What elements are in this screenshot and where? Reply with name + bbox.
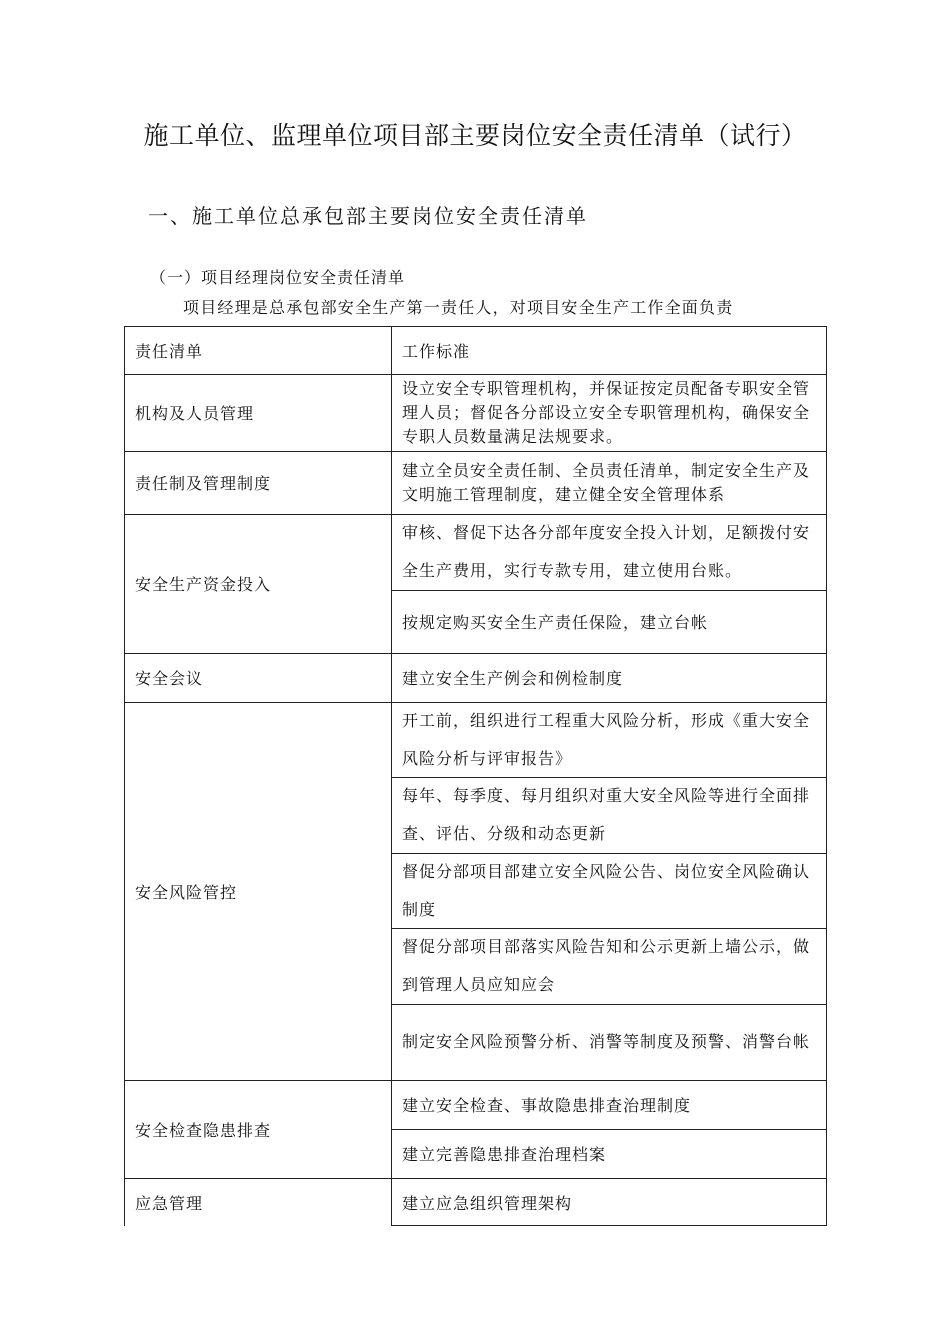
table-row-standard: 按规定购买安全生产责任保险，建立台帐 bbox=[402, 613, 709, 632]
table-row-standard: 每年、每季度、每月组织对重大安全风险等进行全面排查、评估、分级和动态更新 bbox=[402, 786, 811, 843]
responsibility-table bbox=[124, 326, 827, 1226]
table-row-standard: 督促分部项目部落实风险告知和公示更新上墙公示，做到管理人员应知应会 bbox=[402, 937, 811, 994]
document-title: 施工单位、监理单位项目部主要岗位安全责任清单（试行） bbox=[143, 121, 807, 150]
table-subrow-divider bbox=[391, 777, 827, 778]
table-row-category: 应急管理 bbox=[135, 1193, 204, 1213]
table-row-standard: 督促分部项目部建立安全风险公告、岗位安全风险确认制度 bbox=[402, 861, 811, 919]
table-row-standard: 建立全员安全责任制、全员责任清单，制定安全生产及文明施工管理制度，建立健全安全管理体系 bbox=[402, 460, 811, 504]
table-subrow-divider bbox=[391, 1129, 827, 1130]
table-subrow-divider bbox=[391, 853, 827, 854]
section-heading: 一、施工单位总承包部主要岗位安全责任清单 bbox=[148, 204, 588, 228]
table-column-divider bbox=[391, 326, 392, 1226]
table-row-divider bbox=[124, 374, 827, 375]
table-row-divider bbox=[124, 1178, 827, 1179]
subsection-heading: （一）项目经理岗位安全责任清单 bbox=[150, 268, 406, 287]
table-row-divider bbox=[124, 1080, 827, 1081]
intro-paragraph: 项目经理是总承包部安全生产第一责任人，对项目安全生产工作全面负责 bbox=[183, 298, 734, 317]
table-border-right bbox=[826, 326, 827, 1226]
table-row-standard: 建立应急组织管理架构 bbox=[402, 1193, 573, 1213]
table-row-divider bbox=[124, 451, 827, 452]
table-row-standard: 审核、督促下达各分部年度安全投入计划，足额拨付安全生产费用，实行专款专用，建立使用台账。 bbox=[402, 523, 811, 580]
table-border-bottom bbox=[391, 1225, 827, 1226]
table-row-category: 安全风险管控 bbox=[135, 882, 238, 902]
table-row-category: 安全生产资金投入 bbox=[135, 575, 272, 594]
table-row-category: 安全会议 bbox=[135, 669, 204, 688]
table-row-standard: 设立安全专职管理机构，并保证按定员配备专职安全管理人员；督促各分部设立安全专职管理机构，确保安全专职人员数量满足法规要求。 bbox=[402, 378, 811, 446]
table-row-divider bbox=[124, 653, 827, 654]
table-header-standard: 工作标准 bbox=[402, 341, 471, 361]
table-subrow-divider bbox=[391, 1004, 827, 1005]
table-row-standard: 开工前，组织进行工程重大风险分析，形成《重大安全风险分析与评审报告》 bbox=[402, 710, 811, 768]
table-border-top bbox=[124, 326, 827, 327]
table-row-category: 机构及人员管理 bbox=[135, 404, 255, 423]
table-subrow-divider bbox=[391, 590, 827, 591]
table-row-divider bbox=[124, 702, 827, 703]
table-subrow-divider bbox=[391, 928, 827, 929]
table-row-category: 责任制及管理制度 bbox=[135, 474, 272, 493]
table-border-left bbox=[124, 326, 125, 1226]
table-row-standard: 建立安全检查、事故隐患排查治理制度 bbox=[402, 1096, 692, 1115]
table-row-standard: 建立安全生产例会和例检制度 bbox=[402, 669, 624, 688]
table-row-category: 安全检查隐患排查 bbox=[135, 1120, 272, 1140]
table-row-standard: 建立完善隐患排查治理档案 bbox=[402, 1145, 607, 1164]
table-header-responsibility: 责任清单 bbox=[135, 341, 204, 361]
table-row-standard: 制定安全风险预警分析、消警等制度及预警、消警台帐 bbox=[402, 1032, 811, 1051]
table-row-divider bbox=[124, 514, 827, 515]
